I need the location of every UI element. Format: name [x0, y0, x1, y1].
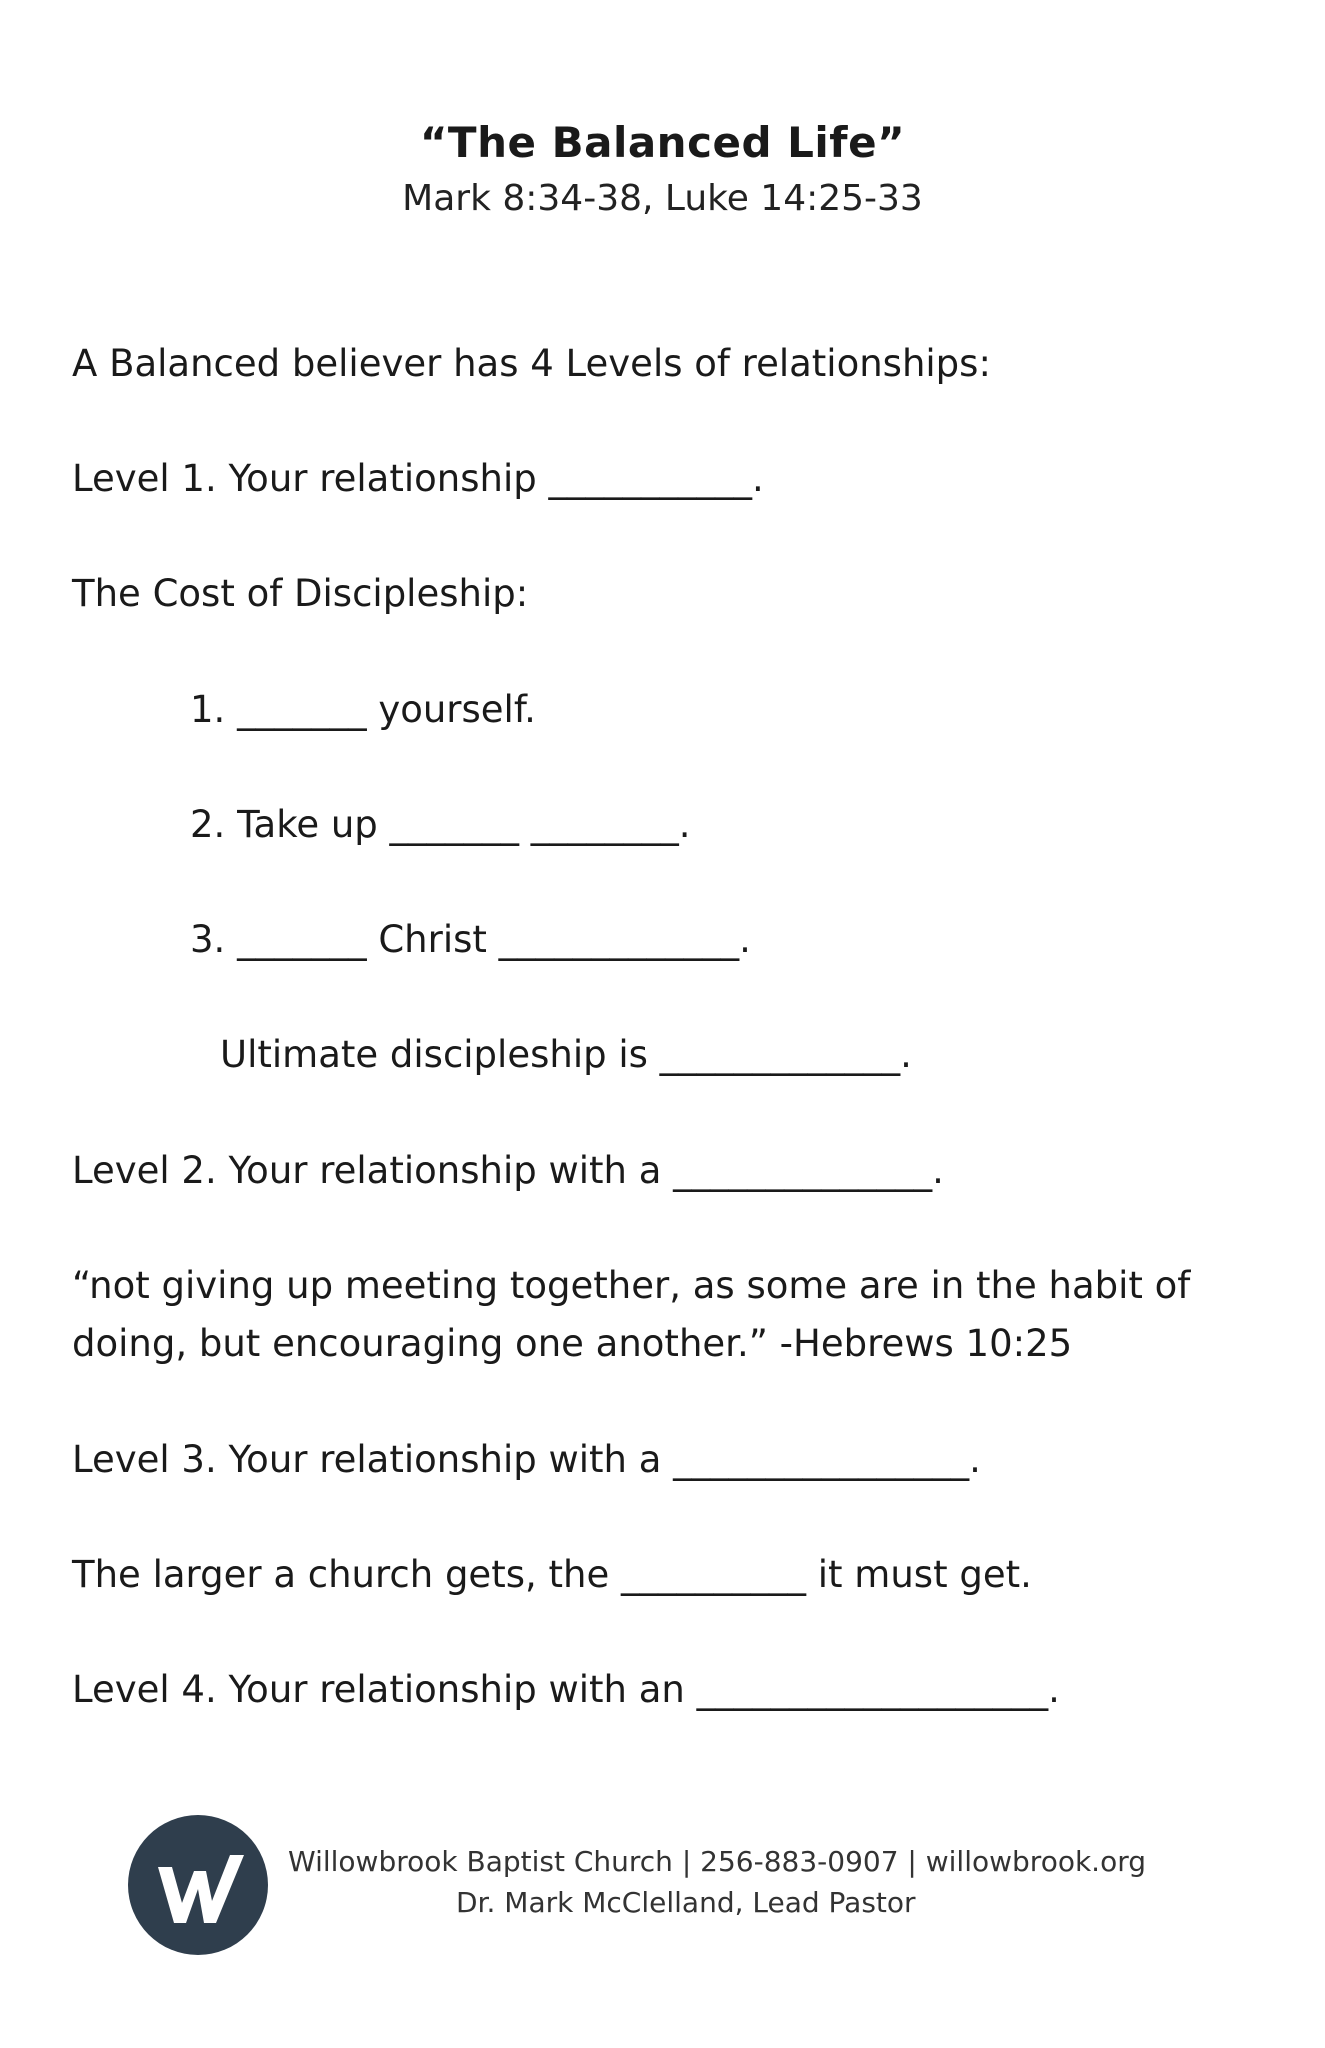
level-1-line: Level 1. Your relationship ___________.: [72, 457, 764, 500]
level-2-line: Level 2. Your relationship with a ______________.: [72, 1149, 944, 1192]
willowbrook-w-logo-icon: [128, 1815, 268, 1955]
church-contact-info: Willowbrook Baptist Church | 256-883-0907 | willowbrook.org: [288, 1845, 1146, 1878]
quote-line-1: “not giving up meeting together, as some are in the habit of: [72, 1264, 1191, 1307]
scripture-reference: Mark 8:34-38, Luke 14:25-33: [402, 178, 923, 219]
quote-line-2: doing, but encouraging one another.” -Hebrews 10:25: [72, 1322, 1073, 1365]
level-4-line: Level 4. Your relationship with an ___________________.: [72, 1668, 1060, 1711]
cost-item-1: 1. _______ yourself.: [190, 688, 536, 731]
cost-item-3: 3. _______ Christ _____________.: [190, 918, 751, 961]
level-3-line: Level 3. Your relationship with a ________________.: [72, 1438, 981, 1481]
footer: [0, 1815, 1325, 1965]
cost-heading: The Cost of Discipleship:: [72, 572, 529, 615]
intro-line: A Balanced believer has 4 Levels of relationships:: [72, 342, 991, 385]
sermon-title: “The Balanced Life”: [419, 118, 906, 167]
cost-item-2: 2. Take up _______ ________.: [190, 803, 691, 846]
larger-church-line: The larger a church gets, the __________ it must get.: [72, 1553, 1032, 1596]
ultimate-discipleship-line: Ultimate discipleship is _____________.: [220, 1033, 912, 1076]
lead-pastor-line: Dr. Mark McClelland, Lead Pastor: [456, 1886, 916, 1919]
